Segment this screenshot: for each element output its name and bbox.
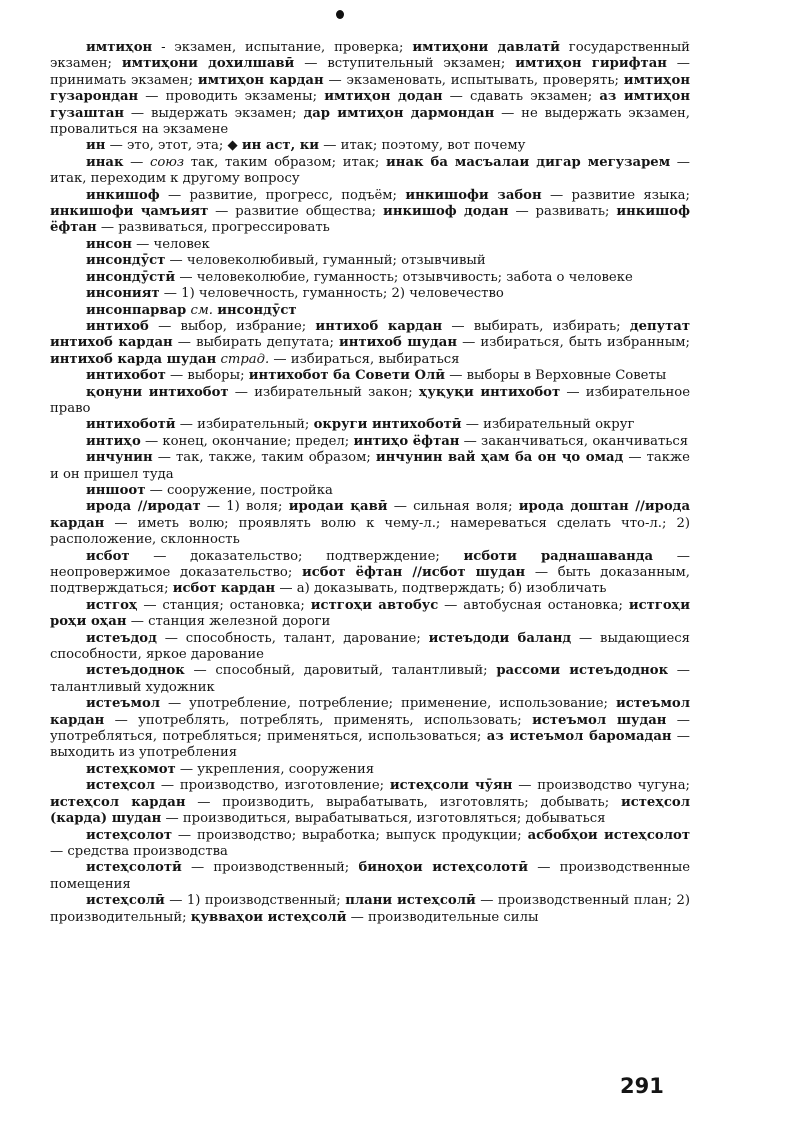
- definition-text: — избираться, быть избранным;: [456, 335, 690, 351]
- definition-text: — выдержать экзамен;: [124, 105, 304, 121]
- dictionary-entry: [50, 417, 690, 433]
- headword-text: инсон: [86, 236, 132, 252]
- dictionary-entry: [50, 631, 690, 664]
- headword-text: ирода доштан //ирода кардан: [50, 499, 690, 531]
- headword-text: қувваҳои истеҳсолӣ: [190, 909, 347, 925]
- definition-text: — неопровержимое доказательство;: [50, 548, 690, 580]
- definition-text: — принимать экзамен;: [50, 56, 690, 88]
- headword-text: исбот ёфтан //исбот шудан: [301, 565, 526, 580]
- definition-text: — средства производства: [50, 843, 228, 859]
- headword-text: асбобҳои истеҳсолот: [527, 827, 690, 843]
- headword-text: истеъмол кардан: [50, 696, 690, 728]
- headword-text: истеҳсолотӣ: [86, 860, 182, 876]
- dictionary-entry: [50, 860, 690, 893]
- dictionary-entry: [50, 549, 690, 598]
- definition-text: — выбирать депутата;: [172, 335, 340, 351]
- definition-text: — станция; остановка;: [137, 597, 311, 613]
- headword-text: инкишофи забон: [405, 187, 542, 203]
- definition-text: так, таким образом; итак;: [184, 154, 387, 170]
- headword-text: инсоният: [86, 286, 160, 302]
- headword-text: иродаи қавӣ: [288, 499, 388, 515]
- definition-text: — выборы;: [165, 368, 249, 384]
- headword-text: имтиҳон: [86, 40, 153, 55]
- definition-text: — способный, даровитый, талантливый;: [184, 663, 497, 679]
- definition-text: — сооружение, постройка: [145, 482, 333, 498]
- definition-text: — человеколюбие, гуманность; отзывчивость; забота о человеке: [175, 269, 633, 285]
- dictionary-entry: [50, 828, 690, 861]
- dictionary-entry: [50, 893, 690, 926]
- dictionary-entry: [50, 303, 690, 319]
- definition-text: — также и он пришел туда: [50, 450, 690, 482]
- definition-text: — не выдержать экзамен, провалиться на экзамене: [50, 105, 690, 138]
- definition-text: — производственный;: [181, 860, 359, 876]
- grammar-note: страд.: [220, 351, 270, 367]
- headword-text: исботи раднашаванда: [463, 548, 654, 564]
- definition-text: — человеколюбивый, гуманный; отзывчивый: [165, 253, 486, 269]
- headword-text: имтиҳон кардан: [197, 72, 324, 88]
- headword-text: истеҳсолӣ: [86, 893, 165, 909]
- definition-text: государственный экзамен;: [50, 40, 690, 72]
- definition-text: — выбирать, избирать;: [442, 318, 630, 334]
- definition-text: — иметь волю; проявлять волю к чему-л.; намереваться сделать что-л.; 2) расположение, склонность: [50, 515, 690, 548]
- headword-text: рассоми истеъдоднок: [496, 663, 669, 679]
- page-number: 291: [620, 1074, 664, 1098]
- dictionary-entry: [50, 319, 690, 368]
- headword-text: инкишоф ёфтан: [50, 204, 690, 236]
- definition-text: — вступительный экзамен;: [294, 56, 516, 72]
- definition-text: — конец, окончание; предел;: [140, 433, 354, 449]
- definition-text: — выборы в Верховные Советы: [445, 368, 667, 384]
- headword-text: ин аст, ки: [241, 138, 320, 154]
- headword-text: ҳуқуқи интихобот: [418, 384, 561, 400]
- definition-text: — а) доказывать, подтверждать; б) изобличать: [275, 581, 607, 597]
- dictionary-entry: [50, 40, 690, 138]
- headword-text: инкишоф додан: [383, 204, 509, 220]
- headword-text: интихоб карда шудан: [50, 351, 217, 367]
- definition-text: — сдавать экзамен;: [442, 89, 600, 105]
- headword-text: қонуни интихобот: [86, 384, 229, 400]
- dictionary-entry: [50, 385, 690, 418]
- definition-text: — так, также, таким образом;: [152, 450, 376, 466]
- definition-text: — избирательное право: [50, 384, 690, 416]
- headword-text: инсондӯст: [217, 302, 297, 318]
- definition-text: — выбор, избрание;: [148, 318, 316, 334]
- definition-text: — употреблять, потреблять, применять, использовать;: [104, 712, 533, 728]
- dictionary-entry: [50, 663, 690, 696]
- headword-text: истгоҳ: [86, 597, 138, 613]
- headword-text: интихоб кардан: [315, 318, 443, 334]
- definition-text: — выдающиеся способности, яркое дарование: [50, 630, 691, 663]
- headword-text: истеъдоднок: [86, 663, 185, 679]
- headword-text: истеҳсоли чӯян: [389, 778, 513, 794]
- dictionary-entry: [50, 270, 690, 286]
- headword-text: плани истеҳсолӣ: [345, 893, 476, 909]
- headword-text: аз имтиҳон гузаштан: [50, 89, 691, 121]
- dictionary-entry: [50, 450, 690, 483]
- headword-text: иншоот: [86, 482, 146, 498]
- definition-text: — 1) производственный;: [164, 893, 346, 909]
- definition-text: — развиваться, прогрессировать: [96, 220, 330, 236]
- headword-text: инчунин: [86, 450, 153, 466]
- ink-dot: [336, 10, 344, 19]
- headword-text: инчунин вай ҳам ба он ҷо омад: [375, 450, 624, 466]
- dictionary-entry: [50, 434, 690, 450]
- definition-text: — употребление, потребление; применение, использование;: [160, 696, 616, 712]
- dictionary-entry: [50, 762, 690, 778]
- definition-text: — производство; выработка; выпуск продукции;: [172, 827, 528, 843]
- definition-text: —: [123, 154, 150, 170]
- definition-text: — станция железной дороги: [126, 614, 331, 630]
- headword-text: исбот кардан: [172, 581, 276, 597]
- headword-text: истеҳкомот: [86, 761, 176, 777]
- definition-text: — проводить экзамены;: [138, 89, 325, 105]
- headword-text: интихоб шудан: [339, 335, 457, 351]
- definition-text: — талантливый художник: [50, 663, 690, 695]
- definition-text: — употребляться, потребляться; применяться, использоваться;: [50, 712, 690, 745]
- definition-text: — человек: [131, 236, 210, 252]
- headword-text: истеҳсол: [86, 778, 156, 794]
- headword-text: имтиҳон гузарондан: [50, 72, 690, 105]
- headword-text: истеъдоди баланд: [428, 630, 572, 646]
- headword-text: истеҳсолот: [86, 827, 173, 843]
- headword-text: имтиҳони дохилшавӣ: [121, 56, 295, 72]
- headword-text: интихоб: [86, 318, 149, 334]
- headword-text: инкишофи ҷамъият: [50, 204, 209, 220]
- definition-text: — сильная воля;: [387, 499, 519, 515]
- definition-text: — итак; поэтому, вот почему: [319, 138, 526, 154]
- definition-text: — производство, изготовление;: [155, 778, 390, 794]
- headword-text: истеҳсол кардан: [50, 794, 186, 810]
- dictionary-entry: [50, 237, 690, 253]
- dictionary-entry: [50, 368, 690, 384]
- definition-text: — избираться, выбираться: [269, 351, 460, 367]
- definition-text: — развивать;: [508, 204, 617, 220]
- definition-text: - экзамен, испытание, проверка;: [152, 40, 413, 55]
- headword-text: интихоботӣ: [86, 417, 176, 433]
- headword-text: исбот: [86, 548, 130, 564]
- dictionary-entry: [50, 598, 690, 631]
- grammar-note: см.: [190, 302, 213, 318]
- headword-text: истеъмол: [86, 696, 161, 712]
- headword-text: ирода //иродат: [86, 499, 201, 515]
- definition-text: — развитие языка;: [541, 187, 690, 203]
- dictionary-entry: [50, 778, 690, 827]
- definition-text: — избирательный;: [175, 417, 314, 433]
- headword-text: инсондӯстӣ: [86, 269, 176, 285]
- definition-text: — 1) человечность, гуманность; 2) человечество: [159, 286, 504, 302]
- definition-text: — итак, переходим к другому вопросу: [50, 154, 690, 187]
- headword-text: инак: [86, 154, 124, 170]
- dictionary-entry: [50, 499, 690, 548]
- definition-text: — это, этот, эта; ◆: [105, 138, 242, 154]
- definition-text: — выходить из употребления: [50, 729, 690, 761]
- definition-text: — производственные помещения: [50, 860, 690, 892]
- definition-text: — 1) воля;: [200, 499, 289, 515]
- dictionary-entry: [50, 155, 690, 188]
- headword-text: дар имтиҳон дармондан: [303, 105, 495, 121]
- headword-text: округи интихоботӣ: [313, 417, 462, 433]
- dictionary-entry: [50, 188, 690, 237]
- headword-text: ин: [86, 138, 106, 154]
- definition-text: — производить, вырабатывать, изготовлять; добывать;: [185, 794, 621, 810]
- definition-text: — способность, талант, дарование;: [156, 630, 429, 646]
- headword-text: интиҳо: [86, 433, 141, 449]
- headword-text: аз истеъмол баромадан: [486, 729, 672, 745]
- headword-text: инкишоф: [86, 187, 160, 203]
- headword-text: интихобот ба Совети Олӣ: [248, 368, 446, 384]
- definition-text: — заканчиваться, оканчиваться: [459, 433, 689, 449]
- definition-text: — укрепления, сооружения: [175, 761, 375, 777]
- headword-text: биноҳои истеҳсолотӣ: [358, 860, 528, 876]
- grammar-note: союз: [149, 154, 185, 170]
- headword-text: имтиҳони давлатӣ: [412, 40, 560, 55]
- headword-text: истгоҳи автобус: [310, 597, 439, 613]
- headword-text: имтиҳон додан: [324, 89, 443, 105]
- definition-text: — экзаменовать, испытывать, проверять;: [323, 72, 624, 88]
- dictionary-entries: [50, 40, 690, 926]
- headword-text: истгоҳи роҳи оҳан: [50, 597, 691, 630]
- definition-text: — производительные силы: [346, 909, 539, 925]
- headword-text: интихобот: [86, 368, 166, 384]
- definition-text: — производство чугуна;: [512, 778, 690, 794]
- headword-text: инсондӯст: [86, 253, 166, 269]
- definition-text: — избирательный округ: [461, 417, 635, 433]
- definition-text: — доказательство; подтверждение;: [129, 548, 464, 564]
- dictionary-entry: [50, 253, 690, 269]
- headword-text: имтиҳон гирифтан: [515, 56, 667, 72]
- headword-text: инсонпарвар: [86, 302, 187, 318]
- dictionary-entry: [50, 138, 690, 154]
- dictionary-entry: [50, 483, 690, 499]
- definition-text: — быть доказанным, подтверждаться;: [50, 565, 690, 597]
- dictionary-entry: [50, 286, 690, 302]
- headword-text: истеъдод: [86, 630, 157, 646]
- headword-text: истеҳсол (карда) шудан: [50, 794, 691, 827]
- headword-text: депутат интихоб кардан: [50, 318, 690, 351]
- definition-text: — избирательный закон;: [228, 384, 419, 400]
- definition-text: — развитие общества;: [208, 204, 384, 220]
- definition-text: — развитие, прогресс, подъём;: [159, 187, 406, 203]
- definition-text: — производиться, вырабатываться, изготовляться; добываться: [161, 811, 606, 827]
- dictionary-entry: [50, 696, 690, 762]
- headword-text: интиҳо ёфтан: [353, 433, 460, 449]
- definition-text: — автобусная остановка;: [438, 597, 629, 613]
- headword-text: инак ба масъалаи дигар мегузарем: [386, 154, 671, 170]
- definition-text: — производственный план; 2) производительный;: [50, 893, 690, 925]
- headword-text: истеъмол шудан: [532, 712, 667, 728]
